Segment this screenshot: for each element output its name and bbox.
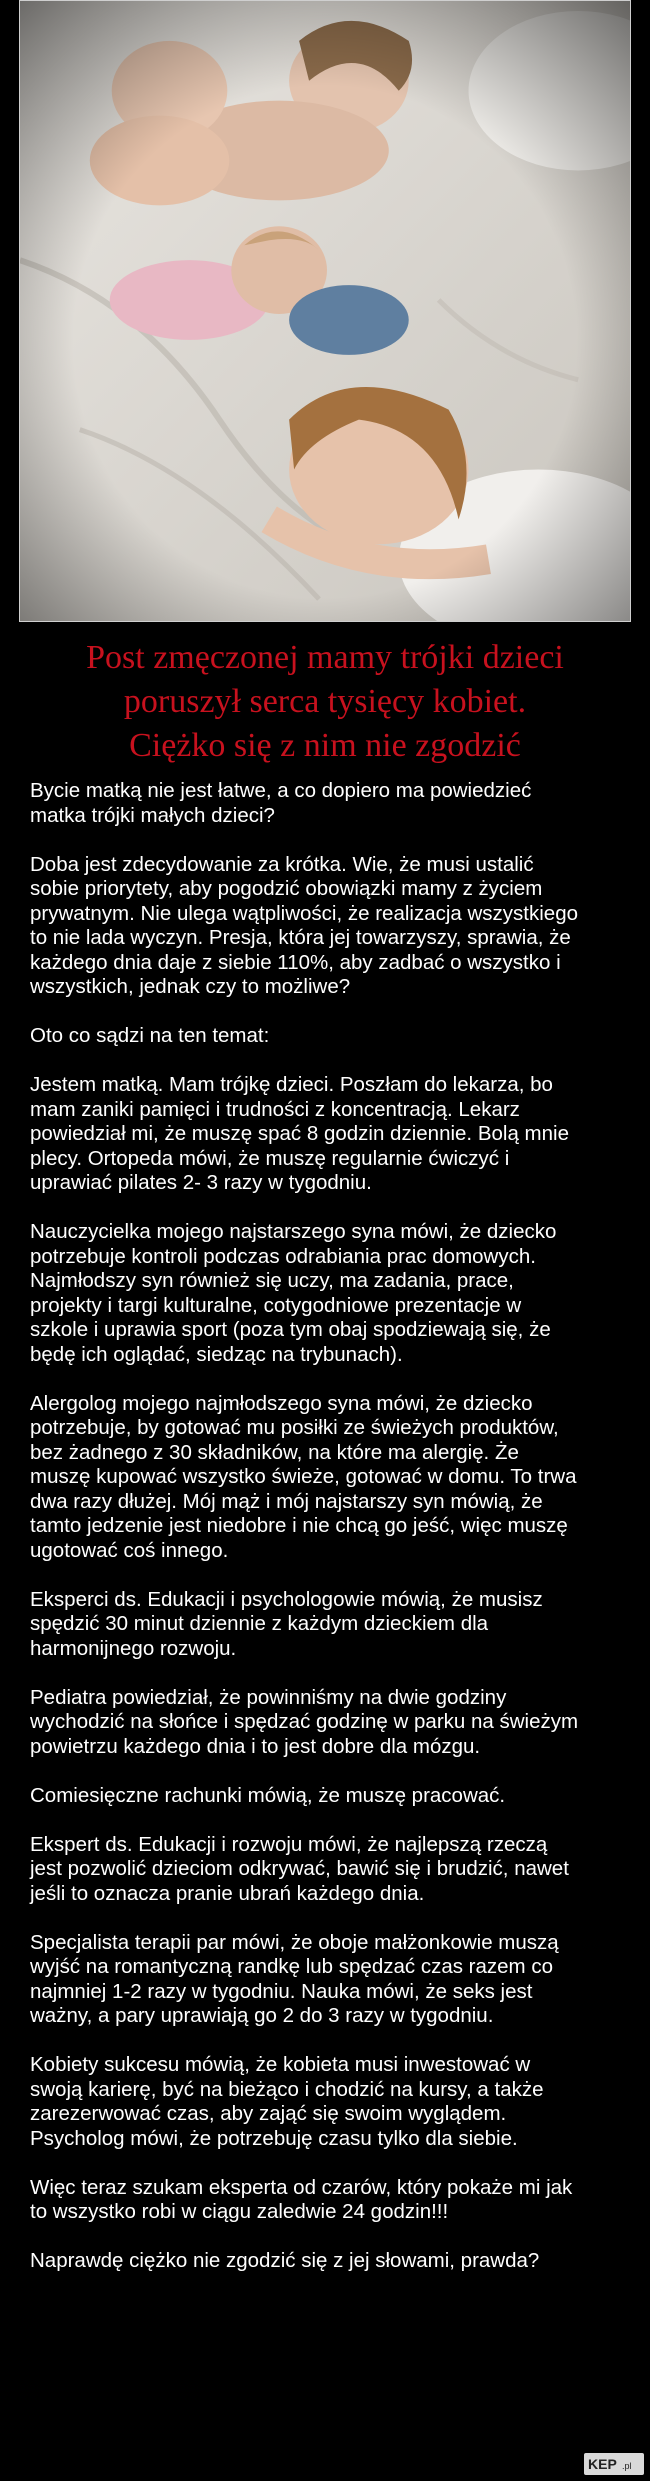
article-paragraph: Nauczycielka mojego najstarszego syna mówi, że dziecko potrzebuje kontroli podczas odrabiania prac domowych. Najmłodszy syn również się uczy, ma zadania, prace, projekty i targi kulturalne, cotygodniowe prezentacje w szkole i uprawia sport (poza tym obaj spodziewają się, że będę ich oglądać, siedząc na trybunach). [30, 1220, 557, 1366]
article-paragraph: Jestem matką. Mam trójkę dzieci. Poszłam do lekarza, bo mam zaniki pamięci i trudności z koncentracją. Lekarz powiedział mi, że muszę spać 8 godzin dziennie. Bolą mnie plecy. Ortopeda mówi, że muszę regularnie ćwiczyć i uprawiać pilates 2- 3 razy w tygodniu. [30, 1073, 569, 1194]
article-paragraph: Więc teraz szukam eksperta od czarów, który pokaże mi jak to wszystko robi w ciągu zaledwie 24 godzin!!! [30, 2175, 573, 2223]
article-body [30, 779, 630, 2274]
article-photo [19, 0, 631, 622]
article-paragraph: Bycie matką nie jest łatwe, a co dopiero ma powiedzieć matka trójki małych dzieci? [30, 779, 532, 827]
article-paragraph: Pediatra powiedział, że powinniśmy na dwie godziny wychodzić na słońce i spędzać godzinę w parku na świeżym powietrzu każdego dnia i to jest dobre dla mózgu. [30, 1685, 579, 1758]
article-paragraph: Ekspert ds. Edukacji i rozwoju mówi, że najlepszą rzeczą jest pozwolić dzieciom odkrywać, bawić się i brudzić, nawet jeśli to oznacza pranie ubrań każdego dnia. [30, 1832, 569, 1905]
article-paragraph: Naprawdę ciężko nie zgodzić się z jej słowami, prawda? [30, 2249, 540, 2272]
article-paragraph: Oto co sądzi na ten temat: [30, 1024, 270, 1047]
family-sleeping-photo [20, 1, 630, 621]
svg-text:KEP: KEP [588, 2456, 617, 2472]
headline-line: Ciężko się z nim nie zgodzić [129, 727, 521, 764]
headline-line: poruszył serca tysięcy kobiet. [123, 683, 527, 720]
headline [0, 636, 650, 768]
article-paragraph: Specjalista terapii par mówi, że oboje małżonkowie muszą wyjść na romantyczną randkę lub spędzać czas razem co najmniej 1-2 razy w tygodniu. Nauka mówi, że seks jest ważny, a pary uprawiają go 2 do 3 razy w tygodniu. [30, 1930, 559, 2027]
kwejk-watermark-logo [584, 2453, 644, 2475]
article-paragraph: Doba jest zdecydowanie za krótka. Wie, że musi ustalić sobie priorytety, aby pogodzić obowiązki mamy z życiem prywatnym. Nie ulega wątpliwości, że realizacja wszystkiego to nie lada wyczyn. Presja, która jej towarzyszy, sprawia, że każdego dnia daje z siebie 110%, aby zadbać o wszystko i wszystkich, jednak czy to możliwe? [30, 852, 579, 998]
article-paragraph: Alergolog mojego najmłodszego syna mówi, że dziecko potrzebuje, by gotować mu posiłki ze świeżych produktów, bez żadnego z 30 składników, na które ma alergię. Że muszę kupować wszystko świeże, gotować w domu. To trwa dwa razy dłużej. Mój mąż i mój najstarszy syn mówią, że tamto jedzenie jest niedobre i nie chcą go jeść, więc muszę ugotować coś innego. [30, 1391, 577, 1562]
article-paragraph: Eksperci ds. Edukacji i psychologowie mówią, że musisz spędzić 30 minut dziennie z każdym dzieckiem dla harmonijnego rozwoju. [30, 1587, 543, 1660]
article-paragraph: Kobiety sukcesu mówią, że kobieta musi inwestować w swoją karierę, być na bieżąco i chodzić na kursy, a także zarezerwować czas, aby zająć się swoim wyglądem. Psycholog mówi, że potrzebuję czasu tylko dla siebie. [30, 2053, 544, 2150]
watermark-logo-icon [586, 2455, 642, 2473]
svg-text:.pl: .pl [622, 2461, 632, 2471]
headline-line: Post zmęczonej mamy trójki dzieci [86, 639, 564, 676]
article-paragraph: Comiesięczne rachunki mówią, że muszę pracować. [30, 1783, 506, 1807]
